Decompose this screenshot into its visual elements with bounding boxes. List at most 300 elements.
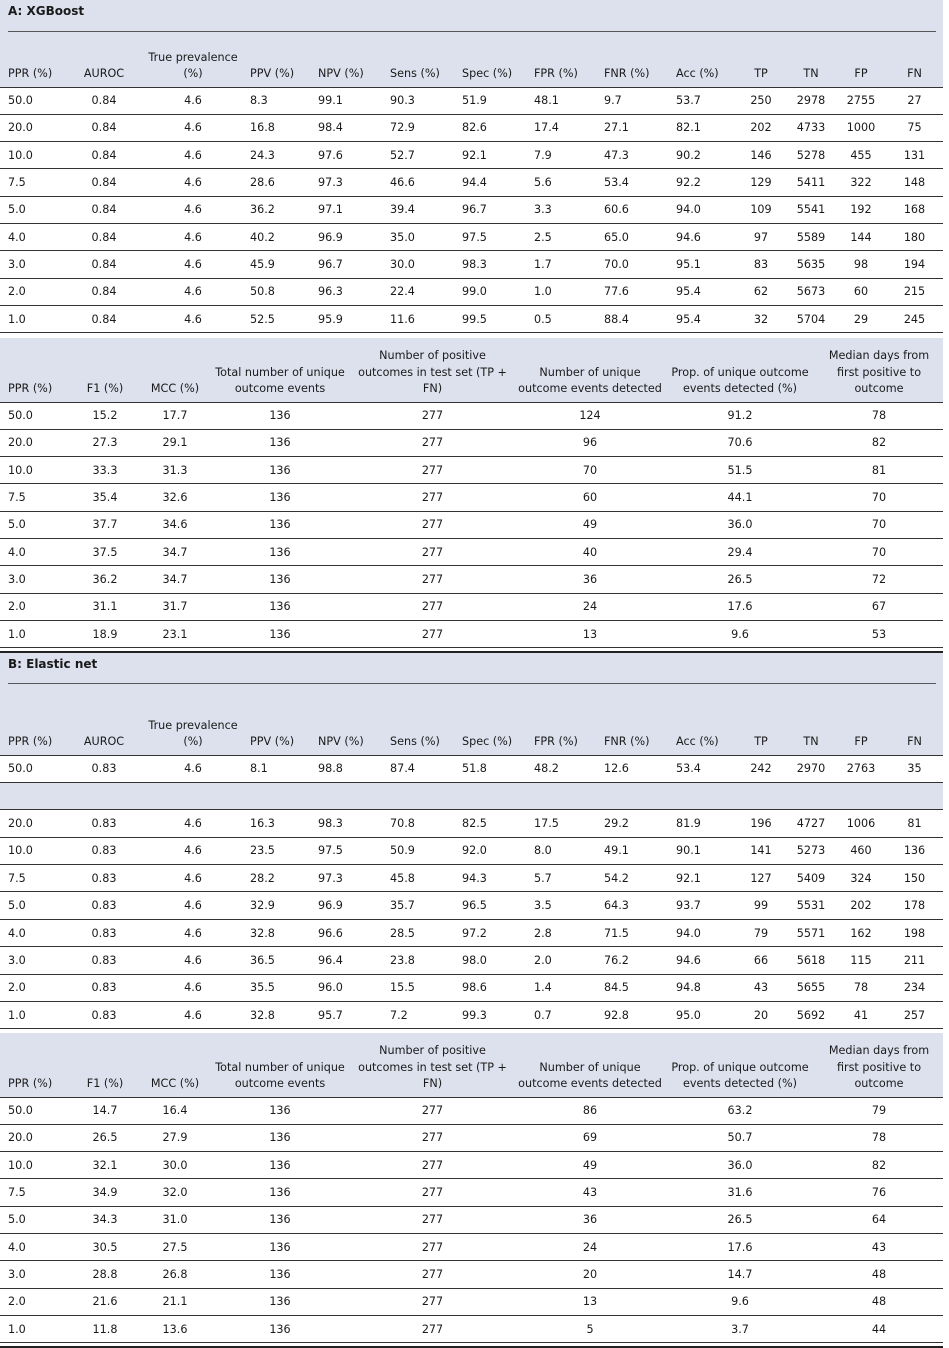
table-cell: 34.9 <box>70 1179 140 1206</box>
table-cell: 5.0 <box>0 511 70 538</box>
table-cell: 257 <box>886 1002 943 1029</box>
table-cell <box>242 782 310 809</box>
table-cell: 52.7 <box>382 142 454 169</box>
table-cell: 46.6 <box>382 169 454 196</box>
table-cell: 60 <box>515 484 665 511</box>
table-cell: 250 <box>736 87 786 114</box>
column-header-acc: Acc (%) <box>676 67 719 80</box>
table-cell: 36.0 <box>665 511 815 538</box>
column-header-npv: NPV (%) <box>318 67 364 80</box>
column-header-ppv: PPV (%) <box>250 67 295 80</box>
table-cell: 95.4 <box>668 305 736 332</box>
column-header-auroc: AUROC <box>83 67 125 80</box>
table-cell: 0.83 <box>64 865 144 892</box>
table-cell: 9.6 <box>665 620 815 647</box>
table-cell: 322 <box>836 169 886 196</box>
table-cell: 10.0 <box>0 837 64 864</box>
table-row <box>0 1261 943 1288</box>
table-cell: 15.2 <box>70 402 140 429</box>
table-cell: 45.8 <box>382 865 454 892</box>
table-cell: 31.1 <box>70 593 140 620</box>
table-cell: 49 <box>515 1152 665 1179</box>
table-cell <box>0 782 64 809</box>
column-header-fp: FP <box>854 67 868 80</box>
table-cell: 96.6 <box>310 919 382 946</box>
table-cell: 3.0 <box>0 947 64 974</box>
table-cell: 94.6 <box>668 223 736 250</box>
table-cell: 202 <box>836 892 886 919</box>
table-cell: 11.8 <box>70 1315 140 1342</box>
table-cell: 31.6 <box>665 1179 815 1206</box>
table-cell: 26.8 <box>140 1261 210 1288</box>
column-header-number-of-unique-outcome-events-detected: Number of unique outcome events detected <box>518 365 662 395</box>
table-cell: 196 <box>736 810 786 837</box>
table-cell: 60.6 <box>596 196 668 223</box>
table-cell: 66 <box>736 947 786 974</box>
table-cell: 277 <box>350 538 515 565</box>
column-header-mcc: MCC (%) <box>150 382 200 395</box>
table-cell: 5571 <box>786 919 836 946</box>
table-cell: 20.0 <box>0 1124 70 1151</box>
table-cell: 36 <box>515 566 665 593</box>
table-cell: 40.2 <box>242 223 310 250</box>
table-cell: 32.9 <box>242 892 310 919</box>
table-cell: 96.5 <box>454 892 526 919</box>
table-cell: 99.1 <box>310 87 382 114</box>
table-cell: 53.4 <box>596 169 668 196</box>
table-cell: 30.0 <box>140 1152 210 1179</box>
table-cell: 144 <box>836 223 886 250</box>
table-cell: 5.0 <box>0 892 64 919</box>
table-cell: 136 <box>210 566 350 593</box>
table-row <box>0 919 943 946</box>
column-header-fnr: FNR (%) <box>604 735 650 748</box>
table-row <box>0 196 943 223</box>
column-header-fpr: FPR (%) <box>534 735 578 748</box>
table-cell: 131 <box>886 142 943 169</box>
table-cell: 40 <box>515 538 665 565</box>
table-cell: 3.0 <box>0 251 64 278</box>
table-cell: 14.7 <box>70 1097 140 1124</box>
column-header-number-of-positive-outcomes-in-test-set-tp-fn: Number of positive outcomes in test set (TP + FN) <box>358 1044 507 1090</box>
table-cell: 50.0 <box>0 402 70 429</box>
table-cell: 115 <box>836 947 886 974</box>
table-cell: 51.9 <box>454 87 526 114</box>
table-cell: 4.0 <box>0 223 64 250</box>
table-cell: 0.84 <box>64 142 144 169</box>
table-cell: 2763 <box>836 755 886 782</box>
table-cell: 32 <box>736 305 786 332</box>
table-cell: 98.6 <box>454 974 526 1001</box>
table-cell: 36.5 <box>242 947 310 974</box>
table-cell: 5618 <box>786 947 836 974</box>
table-cell: 34.6 <box>140 511 210 538</box>
table-cell: 35.7 <box>382 892 454 919</box>
table-cell: 4.6 <box>144 947 242 974</box>
table-cell: 4733 <box>786 114 836 141</box>
table-cell: 0.84 <box>64 196 144 223</box>
table-cell: 4.6 <box>144 919 242 946</box>
table-cell: 98.3 <box>310 810 382 837</box>
table-cell: 5673 <box>786 278 836 305</box>
table-cell: 78 <box>815 402 943 429</box>
table-cell: 82 <box>815 429 943 456</box>
table-cell: 72 <box>815 566 943 593</box>
table-cell: 277 <box>350 1179 515 1206</box>
column-header-fpr: FPR (%) <box>534 67 578 80</box>
table-row <box>0 1124 943 1151</box>
table-row <box>0 484 943 511</box>
table-cell: 97.1 <box>310 196 382 223</box>
column-header-ppv: PPV (%) <box>250 735 295 748</box>
blank-row <box>0 782 943 809</box>
table-cell: 277 <box>350 511 515 538</box>
table-cell: 48 <box>815 1261 943 1288</box>
table-cell: 83 <box>736 251 786 278</box>
section-b-metrics-table <box>0 685 943 1029</box>
table-cell: 1.4 <box>526 974 596 1001</box>
table-row <box>0 538 943 565</box>
table-cell: 27.5 <box>140 1233 210 1260</box>
table-cell: 194 <box>886 251 943 278</box>
table-cell: 92.0 <box>454 837 526 864</box>
table-cell: 96.9 <box>310 223 382 250</box>
table-cell: 34.7 <box>140 538 210 565</box>
table-cell <box>310 782 382 809</box>
table-cell: 23.5 <box>242 837 310 864</box>
table-cell: 94.6 <box>668 947 736 974</box>
table-cell: 136 <box>210 457 350 484</box>
column-header-acc: Acc (%) <box>676 735 719 748</box>
table-cell: 82.5 <box>454 810 526 837</box>
column-header-prop-of-unique-outcome-events-detected: Prop. of unique outcome events detected (%) <box>671 1060 809 1090</box>
column-header-mcc: MCC (%) <box>150 1077 200 1090</box>
table-cell: 37.7 <box>70 511 140 538</box>
table-cell: 32.8 <box>242 1002 310 1029</box>
table-cell: 21.1 <box>140 1288 210 1315</box>
table-cell: 0.84 <box>64 223 144 250</box>
table-cell: 5655 <box>786 974 836 1001</box>
table-cell: 2.0 <box>0 278 64 305</box>
table-cell: 97.6 <box>310 142 382 169</box>
column-header-true-prevalence: True prevalence (%) <box>148 718 238 748</box>
table-cell: 43 <box>736 974 786 1001</box>
table-cell: 4.6 <box>144 305 242 332</box>
table-cell: 92.8 <box>596 1002 668 1029</box>
table-cell: 24 <box>515 1233 665 1260</box>
table-cell: 17.7 <box>140 402 210 429</box>
table-cell: 20.0 <box>0 114 64 141</box>
table-cell: 12.6 <box>596 755 668 782</box>
table-cell: 277 <box>350 457 515 484</box>
table-cell: 0.83 <box>64 1002 144 1029</box>
table-cell: 9.6 <box>665 1288 815 1315</box>
column-header-ppr: PPR (%) <box>8 735 53 748</box>
table-cell: 277 <box>350 1124 515 1151</box>
table-cell: 32.6 <box>140 484 210 511</box>
column-header-ppr: PPR (%) <box>8 1077 53 1090</box>
table-cell: 4.6 <box>144 278 242 305</box>
table-cell: 21.6 <box>70 1288 140 1315</box>
column-header-total-number-of-unique-outcome-events: Total number of unique outcome events <box>215 365 345 395</box>
table-cell: 29.4 <box>665 538 815 565</box>
table-cell: 77.6 <box>596 278 668 305</box>
table-cell: 136 <box>210 1315 350 1342</box>
section-a-title: A: XGBoost <box>8 4 85 18</box>
table-cell: 27.1 <box>596 114 668 141</box>
table-cell: 4.6 <box>144 142 242 169</box>
table-cell: 17.6 <box>665 593 815 620</box>
table-cell: 70 <box>815 484 943 511</box>
table-cell: 97.5 <box>310 837 382 864</box>
column-header-auroc: AUROC <box>83 735 125 748</box>
table-cell: 44.1 <box>665 484 815 511</box>
table-row <box>0 142 943 169</box>
table-cell: 136 <box>210 538 350 565</box>
table-cell <box>596 782 668 809</box>
table-cell: 37.5 <box>70 538 140 565</box>
table-cell: 20.0 <box>0 429 70 456</box>
section-a-outcome-table <box>0 338 943 648</box>
table-cell: 17.6 <box>665 1233 815 1260</box>
table-cell: 7.5 <box>0 169 64 196</box>
table-cell: 0.84 <box>64 251 144 278</box>
table-cell: 0.84 <box>64 278 144 305</box>
table-cell: 96.0 <box>310 974 382 1001</box>
table-cell: 34.7 <box>140 566 210 593</box>
table-cell: 1006 <box>836 810 886 837</box>
table-cell: 0.83 <box>64 892 144 919</box>
table-cell: 35.4 <box>70 484 140 511</box>
table-cell: 27 <box>886 87 943 114</box>
table-cell: 49 <box>515 511 665 538</box>
table-cell: 96.4 <box>310 947 382 974</box>
table-cell: 234 <box>886 974 943 1001</box>
section-b-title-rule <box>8 683 936 684</box>
table-cell: 27.3 <box>70 429 140 456</box>
column-header-number-of-positive-outcomes-in-test-set-tp-fn: Number of positive outcomes in test set (TP + FN) <box>358 349 507 395</box>
table-cell: 7.5 <box>0 865 64 892</box>
column-header-total-number-of-unique-outcome-events: Total number of unique outcome events <box>215 1060 345 1090</box>
table-cell: 79 <box>736 919 786 946</box>
table-cell: 90.1 <box>668 837 736 864</box>
table-cell: 95.9 <box>310 305 382 332</box>
table-cell: 2.0 <box>526 947 596 974</box>
table-cell: 2.8 <box>526 919 596 946</box>
table-cell: 17.4 <box>526 114 596 141</box>
table-cell <box>836 782 886 809</box>
table-cell: 54.2 <box>596 865 668 892</box>
table-cell: 1000 <box>836 114 886 141</box>
table-cell: 47.3 <box>596 142 668 169</box>
table-row <box>0 1152 943 1179</box>
table-cell: 148 <box>886 169 943 196</box>
table-cell: 63.2 <box>665 1097 815 1124</box>
table-cell: 70.6 <box>665 429 815 456</box>
table-cell: 98.0 <box>454 947 526 974</box>
table-cell: 8.3 <box>242 87 310 114</box>
table-cell: 136 <box>210 1261 350 1288</box>
table-cell: 168 <box>886 196 943 223</box>
table-cell: 277 <box>350 1097 515 1124</box>
table-cell: 92.1 <box>454 142 526 169</box>
table-cell: 20 <box>515 1261 665 1288</box>
table-cell: 51.8 <box>454 755 526 782</box>
table-cell: 277 <box>350 429 515 456</box>
table-row <box>0 169 943 196</box>
table-cell: 5635 <box>786 251 836 278</box>
table-cell: 0.83 <box>64 947 144 974</box>
table-cell: 23.8 <box>382 947 454 974</box>
table-cell: 4.6 <box>144 1002 242 1029</box>
table-cell: 4.0 <box>0 538 70 565</box>
header-row <box>0 685 943 755</box>
table-cell: 72.9 <box>382 114 454 141</box>
table-cell: 8.1 <box>242 755 310 782</box>
table-row <box>0 114 943 141</box>
table-cell: 98.3 <box>454 251 526 278</box>
table-cell: 30.0 <box>382 251 454 278</box>
table-cell: 0.84 <box>64 305 144 332</box>
table-cell <box>886 782 943 809</box>
table-cell: 0.83 <box>64 837 144 864</box>
table-cell: 3.3 <box>526 196 596 223</box>
table-row <box>0 974 943 1001</box>
table-cell: 136 <box>210 593 350 620</box>
table-cell <box>144 782 242 809</box>
table-cell: 136 <box>210 511 350 538</box>
table-cell: 277 <box>350 566 515 593</box>
column-header-fp: FP <box>854 735 868 748</box>
table-cell: 136 <box>210 1233 350 1260</box>
table-cell: 202 <box>736 114 786 141</box>
table-cell: 455 <box>836 142 886 169</box>
table-cell: 109 <box>736 196 786 223</box>
table-row <box>0 402 943 429</box>
table-cell: 324 <box>836 865 886 892</box>
table-cell: 28.2 <box>242 865 310 892</box>
column-header-f1: F1 (%) <box>86 1077 124 1090</box>
table-cell: 15.5 <box>382 974 454 1001</box>
table-cell: 17.5 <box>526 810 596 837</box>
table-cell: 277 <box>350 1152 515 1179</box>
table-cell: 29.1 <box>140 429 210 456</box>
column-header-true-prevalence: True prevalence (%) <box>148 50 238 80</box>
table-cell: 1.0 <box>526 278 596 305</box>
table-cell: 96.7 <box>454 196 526 223</box>
table-cell: 27.9 <box>140 1124 210 1151</box>
table-cell: 5.0 <box>0 196 64 223</box>
column-header-spec: Spec (%) <box>462 67 513 80</box>
column-header-ppr: PPR (%) <box>8 382 53 395</box>
table-cell: 69 <box>515 1124 665 1151</box>
table-cell: 277 <box>350 620 515 647</box>
column-header-tn: TN <box>803 67 819 80</box>
table-cell: 96 <box>515 429 665 456</box>
table-cell: 36 <box>515 1206 665 1233</box>
table-row <box>0 837 943 864</box>
table-cell: 5411 <box>786 169 836 196</box>
table-cell: 198 <box>886 919 943 946</box>
table-cell: 95.0 <box>668 1002 736 1029</box>
table-cell: 43 <box>815 1233 943 1260</box>
table-cell: 0.5 <box>526 305 596 332</box>
table-cell: 70 <box>515 457 665 484</box>
table-cell: 50.8 <box>242 278 310 305</box>
table-cell: 95.1 <box>668 251 736 278</box>
table-cell: 39.4 <box>382 196 454 223</box>
column-header-sens: Sens (%) <box>390 735 440 748</box>
table-cell: 53.4 <box>668 755 736 782</box>
table-cell: 1.0 <box>0 620 70 647</box>
table-cell: 5692 <box>786 1002 836 1029</box>
table-cell: 10.0 <box>0 142 64 169</box>
table-cell: 136 <box>210 1097 350 1124</box>
table-cell: 94.3 <box>454 865 526 892</box>
table-cell: 22.4 <box>382 278 454 305</box>
column-header-tp: TP <box>754 67 768 80</box>
table-cell: 16.3 <box>242 810 310 837</box>
table-cell: 5.7 <box>526 865 596 892</box>
table-row <box>0 947 943 974</box>
table-cell: 32.1 <box>70 1152 140 1179</box>
column-header-tp: TP <box>754 735 768 748</box>
table-cell: 0.7 <box>526 1002 596 1029</box>
table-cell: 5.0 <box>0 1206 70 1233</box>
table-cell: 99.5 <box>454 305 526 332</box>
section-b-title: B: Elastic net <box>8 657 98 671</box>
table-cell: 96.3 <box>310 278 382 305</box>
table-cell: 50.0 <box>0 1097 70 1124</box>
table-cell: 9.7 <box>596 87 668 114</box>
table-cell: 277 <box>350 1206 515 1233</box>
table-cell: 180 <box>886 223 943 250</box>
column-header-ppr: PPR (%) <box>8 67 53 80</box>
table-cell: 5409 <box>786 865 836 892</box>
table-cell: 65.0 <box>596 223 668 250</box>
table-cell: 136 <box>210 484 350 511</box>
table-cell: 215 <box>886 278 943 305</box>
table-cell: 4.6 <box>144 810 242 837</box>
table-cell: 62 <box>736 278 786 305</box>
table-cell: 4.6 <box>144 87 242 114</box>
table-cell: 13 <box>515 620 665 647</box>
table-cell: 26.5 <box>665 1206 815 1233</box>
table-cell <box>526 782 596 809</box>
table-cell: 4.6 <box>144 755 242 782</box>
table-cell: 78 <box>836 974 886 1001</box>
table-cell: 26.5 <box>70 1124 140 1151</box>
table-cell: 95.4 <box>668 278 736 305</box>
table-cell: 28.5 <box>382 919 454 946</box>
table-cell: 16.8 <box>242 114 310 141</box>
table-row <box>0 429 943 456</box>
table-cell: 1.0 <box>0 305 64 332</box>
table-cell: 97 <box>736 223 786 250</box>
header-row <box>0 338 943 402</box>
table-cell: 94.8 <box>668 974 736 1001</box>
table-cell: 277 <box>350 1315 515 1342</box>
table-cell: 67 <box>815 593 943 620</box>
table-cell: 81 <box>815 457 943 484</box>
table-cell: 2.0 <box>0 593 70 620</box>
column-header-npv: NPV (%) <box>318 735 364 748</box>
table-cell <box>668 782 736 809</box>
table-cell: 4.6 <box>144 251 242 278</box>
table-cell: 3.0 <box>0 566 70 593</box>
table-cell: 98.4 <box>310 114 382 141</box>
table-cell: 36.0 <box>665 1152 815 1179</box>
